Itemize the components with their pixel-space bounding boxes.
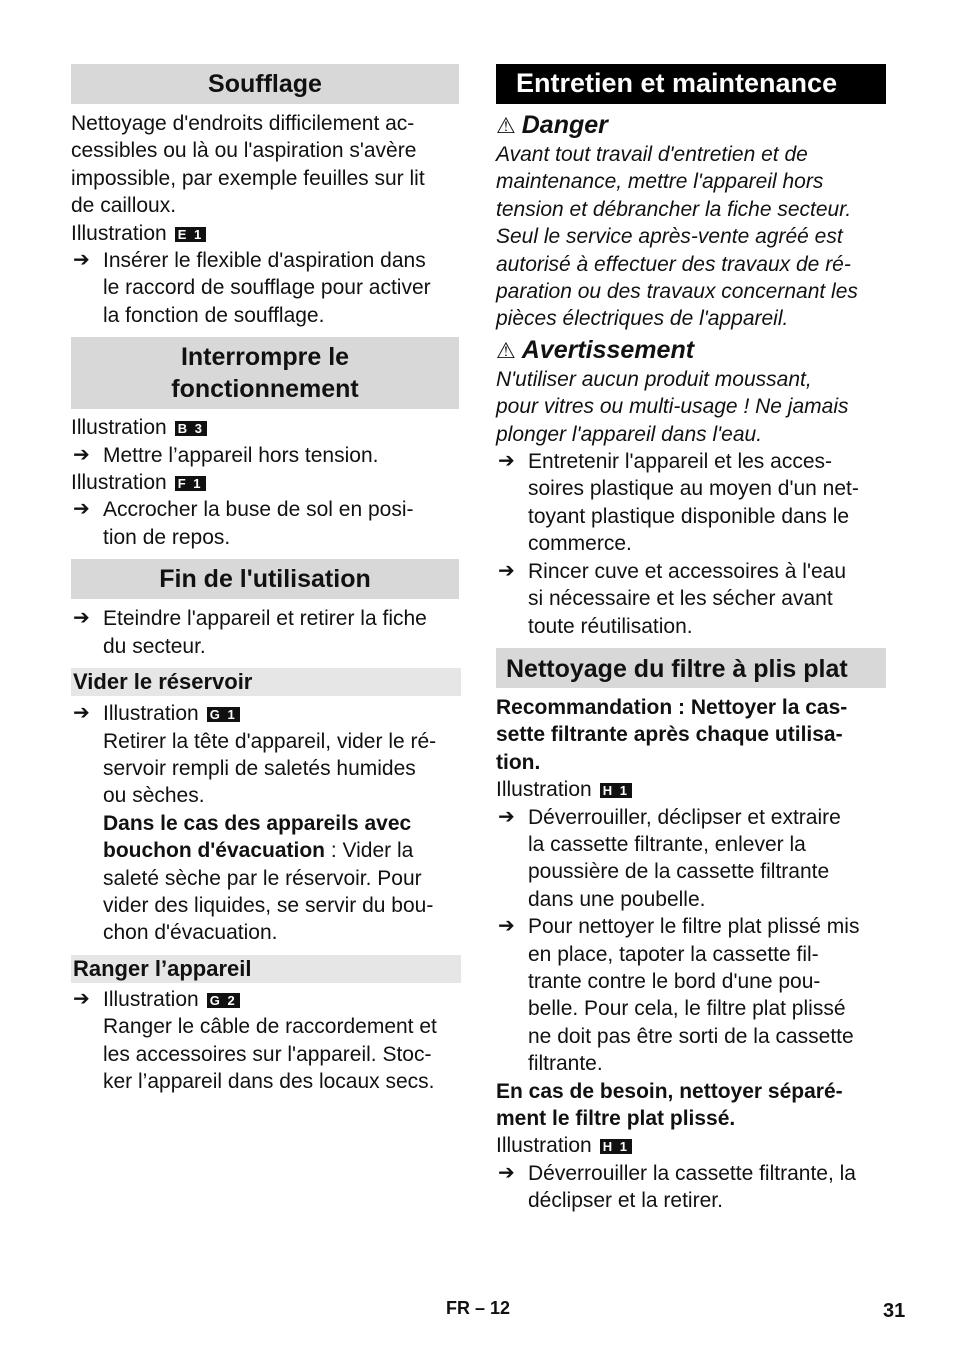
illustration-ref <box>103 986 459 1013</box>
warning-triangle-icon: ⚠ <box>496 337 516 363</box>
bullet-item <box>71 986 459 1096</box>
illustration-tag: H 1 <box>600 783 632 798</box>
arrow-right-icon: ➔ <box>73 443 90 466</box>
illustration-tag: E 1 <box>175 227 207 242</box>
text-line: ou sèches. <box>103 784 205 808</box>
bullet-item <box>496 1160 886 1215</box>
bullet-item <box>496 804 886 914</box>
illustration-ref <box>71 414 459 441</box>
text-line: servoir rempli de saletés humides <box>103 756 416 780</box>
text-line: trante contre le bord d'une pou- <box>528 969 821 993</box>
arrow-right-icon: ➔ <box>498 915 515 938</box>
bullet-item <box>71 605 459 660</box>
text-line: Avant tout travail d'entretien et de <box>496 143 808 166</box>
text-line: la cassette filtrante, enlever la <box>528 832 806 856</box>
text-line: les accessoires sur l'appareil. Stoc- <box>103 1042 432 1066</box>
heading-nettoyage: Nettoyage du filtre à plis plat <box>496 648 886 688</box>
footer-lang: FR <box>446 1298 470 1318</box>
text-span: : Vider la <box>325 839 414 863</box>
heading-entretien: Entretien et maintenance <box>496 64 886 104</box>
text-line: Seul le service après-vente agréé est <box>496 225 843 249</box>
illustration-tag: B 3 <box>175 421 207 436</box>
illustration-label: Illustration <box>496 1134 592 1158</box>
text-line: filtrante. <box>528 1052 603 1076</box>
text-line: Déverrouiller la cassette filtrante, la <box>528 1161 856 1185</box>
text-line: poussière de la cassette filtrante <box>528 860 830 884</box>
bullet-item <box>496 558 886 640</box>
text-line: ne doit pas être sorti de la cassette <box>528 1024 854 1048</box>
arrow-right-icon: ➔ <box>73 498 90 521</box>
text-line: Eteindre l'appareil et retirer la fiche <box>103 607 427 631</box>
text-line: du secteur. <box>103 634 206 658</box>
danger-title: Danger <box>521 111 608 139</box>
text-line: Mettre l’appareil hors tension. <box>103 443 379 467</box>
text-line: chon d'évacuation. <box>103 921 278 945</box>
text-line: ment le filtre plat plissé. <box>496 1107 736 1130</box>
warning-triangle-icon: ⚠ <box>496 113 516 138</box>
illustration-ref <box>71 220 459 247</box>
mixed-line <box>103 837 459 864</box>
text-line: tion. <box>496 750 541 774</box>
illustration-label: Illustration <box>71 471 167 495</box>
text-line: paration ou des travaux concernant les <box>496 280 858 304</box>
left-column <box>71 64 459 1095</box>
text-line: plonger l'appareil dans l'eau. <box>496 422 763 446</box>
text-line: ker l’appareil dans des locaux secs. <box>103 1069 435 1093</box>
text-line: cessibles ou là ou l'aspiration s'avère <box>71 139 417 163</box>
text-line: commerce. <box>528 532 632 556</box>
text-line: en place, tapoter la cassette fil- <box>528 942 819 966</box>
footer-local-page: – 12 <box>475 1298 511 1318</box>
heading-ranger: Ranger l’appareil <box>71 955 461 983</box>
besoin-text <box>496 1078 886 1133</box>
heading-fin: Fin de l'utilisation <box>71 559 459 599</box>
illustration-tag: H 1 <box>600 1139 632 1154</box>
arrow-right-icon: ➔ <box>498 450 515 473</box>
heading-line: Interrompre le <box>180 343 350 372</box>
text-line: Ranger le câble de raccordement et <box>103 1015 437 1039</box>
text-line: dans une poubelle. <box>528 887 706 911</box>
text-line: impossible, par exemple feuilles sur lit <box>71 166 425 190</box>
text-line: Rincer cuve et accessoires à l'eau <box>528 559 846 583</box>
bold-line: Dans le cas des appareils avec <box>103 811 412 835</box>
text-line: Recommandation : Nettoyer la cas- <box>496 695 848 719</box>
right-column <box>496 64 886 1215</box>
danger-heading <box>496 110 886 141</box>
avertissement-title: Avertissement <box>521 335 695 364</box>
arrow-right-icon: ➔ <box>73 702 90 725</box>
illustration-ref <box>496 1132 886 1159</box>
text-line: si nécessaire et les sécher avant <box>528 587 833 611</box>
avertissement-text <box>496 366 886 448</box>
bullet-item <box>71 442 459 469</box>
illustration-label: Illustration <box>71 221 167 245</box>
text-line: tension et débrancher la fiche secteur. <box>496 197 852 221</box>
bold-text: bouchon d'évacuation <box>103 839 326 863</box>
illustration-tag: G 1 <box>207 707 240 722</box>
arrow-right-icon: ➔ <box>498 805 515 828</box>
text-line: toute réutilisation. <box>528 614 693 638</box>
soufflage-paragraph <box>71 110 459 220</box>
arrow-right-icon: ➔ <box>498 559 515 582</box>
text-line: saleté sèche par le réservoir. Pour <box>103 866 422 890</box>
bullet-item <box>71 496 459 551</box>
text-line: vider des liquides, se servir du bou- <box>103 893 434 917</box>
arrow-right-icon: ➔ <box>73 607 90 630</box>
recommandation-text <box>496 694 886 776</box>
text-line: Accrocher la buse de sol en posi- <box>103 498 414 522</box>
text-line: autorisé à effectuer des travaux de ré- <box>496 252 851 276</box>
text-line: sette filtrante après chaque utilisa- <box>496 723 843 747</box>
text-line: En cas de besoin, nettoyer séparé- <box>496 1079 843 1103</box>
arrow-right-icon: ➔ <box>73 987 90 1010</box>
text-line: maintenance, mettre l'appareil hors <box>496 170 824 194</box>
bullet-item <box>496 913 886 1077</box>
bullet-item <box>496 448 886 558</box>
text-line: toyant plastique disponible dans le <box>528 504 850 528</box>
text-line: soires plastique au moyen d'un net- <box>528 477 859 501</box>
illustration-tag: G 2 <box>207 993 240 1008</box>
text-line: la fonction de soufflage. <box>103 303 325 327</box>
heading-soufflage: Soufflage <box>71 64 459 104</box>
text-line: pièces électriques de l'appareil. <box>496 307 789 331</box>
footer-page-number: 31 <box>883 1300 906 1322</box>
text-line: Retirer la tête d'appareil, vider le ré- <box>103 729 437 753</box>
illustration-tag: F 1 <box>175 476 206 491</box>
text-line: Insérer le flexible d'aspiration dans <box>103 249 426 273</box>
text-line: pour vitres ou multi-usage ! Ne jamais <box>496 395 849 419</box>
text-line: de cailloux. <box>71 194 177 218</box>
illustration-label: Illustration <box>103 987 199 1011</box>
illustration-label: Illustration <box>103 702 199 726</box>
text-line: tion de repos. <box>103 525 231 549</box>
bullet-item <box>71 247 459 329</box>
heading-vider: Vider le réservoir <box>71 668 461 696</box>
footer-language-page <box>446 1298 510 1319</box>
arrow-right-icon: ➔ <box>498 1161 515 1184</box>
danger-text <box>496 141 886 333</box>
text-line: Pour nettoyer le filtre plat plissé mis <box>528 915 860 939</box>
avertissement-heading <box>496 335 886 366</box>
illustration-ref <box>103 700 459 727</box>
illustration-ref <box>496 776 886 803</box>
arrow-right-icon: ➔ <box>73 249 90 272</box>
text-line: déclipser et la retirer. <box>528 1189 723 1213</box>
text-line: N'utiliser aucun produit moussant, <box>496 367 812 391</box>
illustration-label: Illustration <box>496 778 592 802</box>
bullet-item <box>71 700 459 947</box>
text-line: le raccord de soufflage pour activer <box>103 276 431 300</box>
heading-line: fonctionnement <box>171 375 359 404</box>
text-line: Nettoyage d'endroits difficilement ac- <box>71 112 415 135</box>
illustration-label: Illustration <box>71 416 167 440</box>
text-line: Entretenir l'appareil et les acces- <box>528 450 832 474</box>
text-line: belle. Pour cela, le filtre plat plissé <box>528 997 846 1021</box>
text-line: Déverrouiller, déclipser et extraire <box>528 805 841 829</box>
heading-interrompre <box>71 337 459 409</box>
illustration-ref <box>71 469 459 496</box>
